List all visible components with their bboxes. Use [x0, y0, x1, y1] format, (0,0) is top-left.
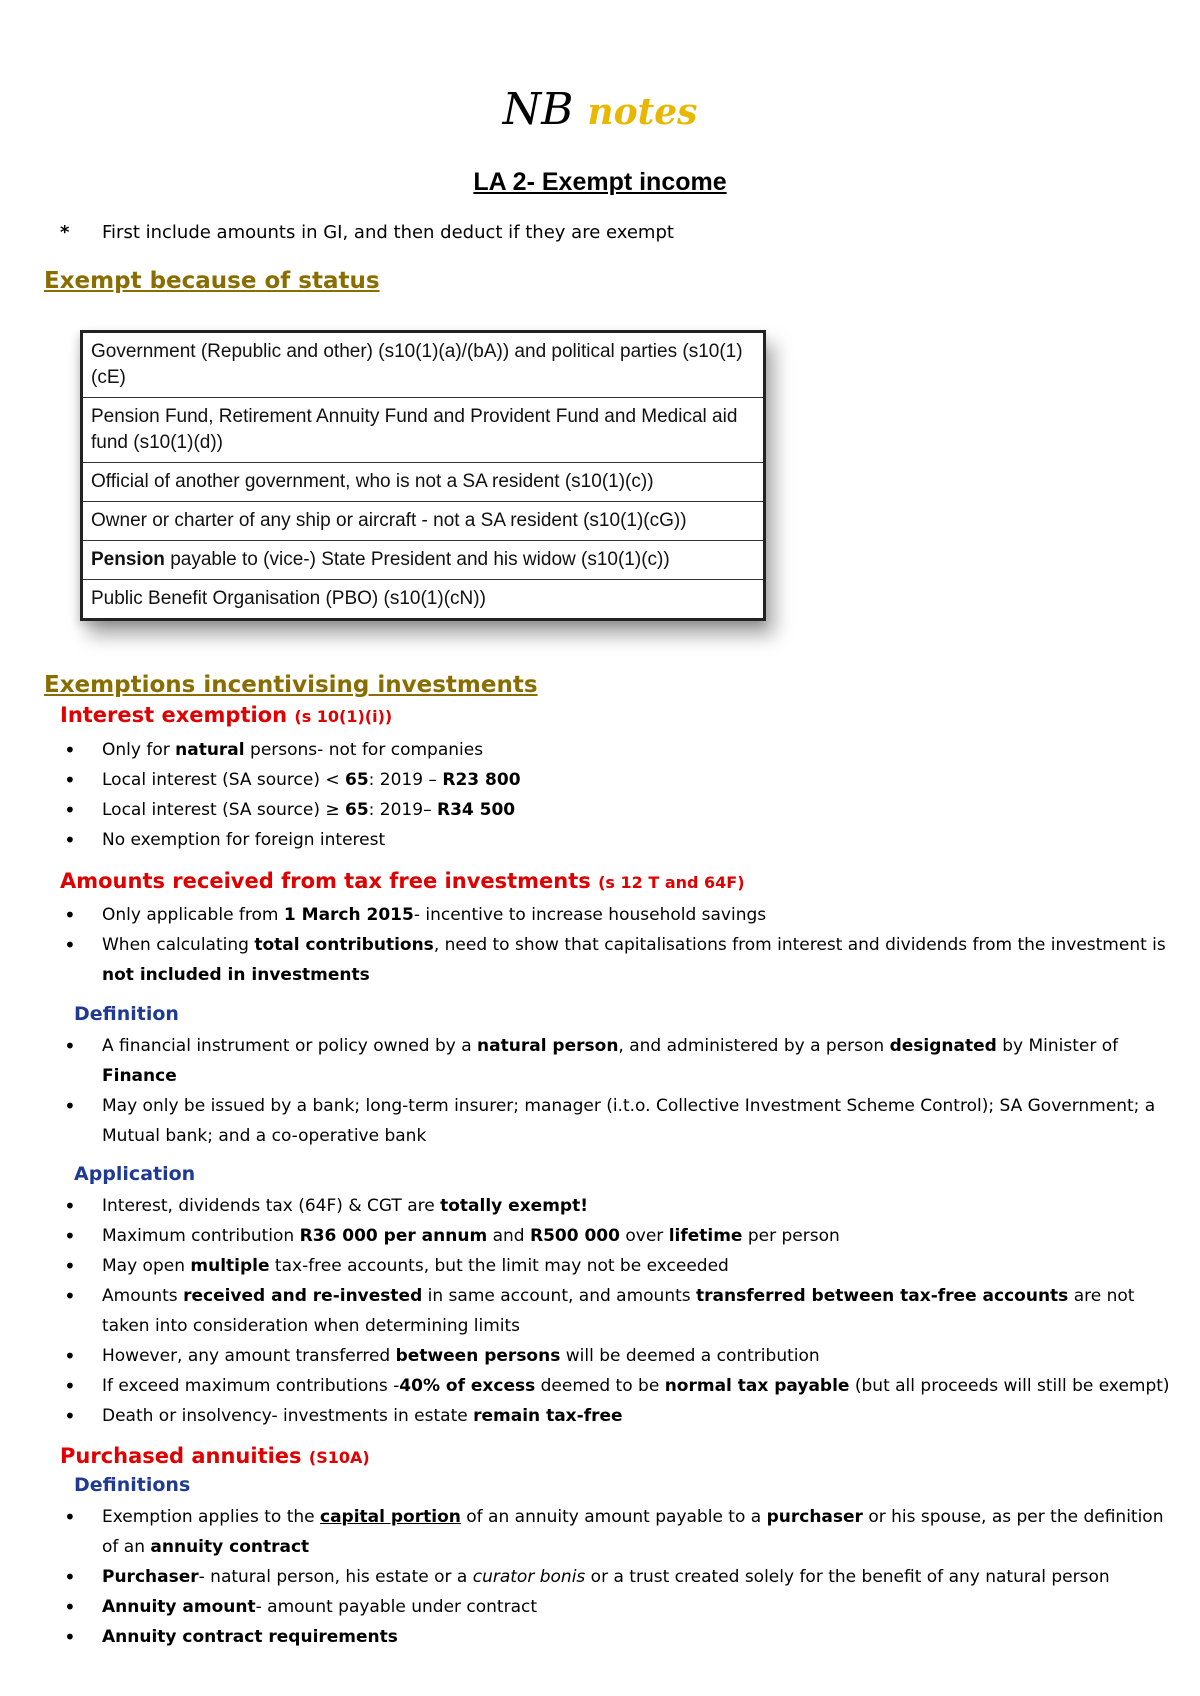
- interest-heading-text: Interest exemption: [60, 703, 288, 727]
- list-item: • Local interest (SA source) < 65: 2019 – R23 800: [60, 765, 1180, 795]
- definition-heading: Definition: [74, 1003, 179, 1025]
- annuities-definitions-heading: Definitions: [74, 1474, 191, 1496]
- list-item: • Purchaser- natural person, his estate or a curator bonis or a trust created solely for the benefit of any natural person: [60, 1562, 1180, 1592]
- table-cell: [82, 541, 765, 580]
- list-item: • May only be issued by a bank; long-term insurer; manager (i.t.o. Collective Investment Scheme Control); SA Government; a Mutual bank; and a co-operative bank: [60, 1091, 1180, 1151]
- tax-free-list: [60, 900, 1180, 990]
- status-table-wrapper: [80, 330, 766, 621]
- pension-row-text: payable to (vice-) State President and his widow (s10(1)(c)): [170, 549, 670, 570]
- table-cell: Public Benefit Organisation (PBO) (s10(1)(cN)): [82, 580, 765, 620]
- list-item: • Death or insolvency- investments in estate remain tax-free: [60, 1401, 1180, 1431]
- status-table: [80, 330, 766, 621]
- list-item: • Only applicable from 1 March 2015- incentive to increase household savings: [60, 900, 1180, 930]
- list-item: • Only for natural persons- not for companies: [60, 735, 1180, 765]
- application-list: [60, 1191, 1180, 1431]
- intro-bullet: [60, 222, 674, 243]
- table-cell: Owner or charter of any ship or aircraft - not a SA resident (s10(1)(cG)): [82, 502, 765, 541]
- interest-exemption-heading: [60, 703, 392, 727]
- list-item: • A financial instrument or policy owned by a natural person, and administered by a person designated by Minister of Finance: [60, 1031, 1180, 1091]
- table-row: [82, 463, 765, 502]
- list-item: • Exemption applies to the capital portion of an annuity amount payable to a purchaser or his spouse, as per the definition of an annuity contract: [60, 1502, 1180, 1562]
- list-item: • Annuity contract requirements: [60, 1622, 1180, 1652]
- table-row: [82, 332, 765, 398]
- tax-free-heading-text: Amounts received from tax free investments: [60, 869, 591, 893]
- interest-heading-ref: (s 10(1)(i)): [294, 707, 393, 726]
- list-item: • Local interest (SA source) ≥ 65: 2019– R34 500: [60, 795, 1180, 825]
- list-item: • Maximum contribution R36 000 per annum and R500 000 over lifetime per person: [60, 1221, 1180, 1251]
- notes-logo-title: [0, 84, 1200, 135]
- annuities-heading-ref: (S10A): [308, 1448, 370, 1467]
- list-item: • Interest, dividends tax (64F) & CGT are totally exempt!: [60, 1191, 1180, 1221]
- pension-bold-text: Pension: [91, 549, 165, 570]
- definition-list: [60, 1031, 1180, 1151]
- list-item: • May open multiple tax-free accounts, but the limit may not be exceeded: [60, 1251, 1180, 1281]
- table-row: [82, 541, 765, 580]
- tax-free-heading-ref: (s 12 T and 64F): [598, 873, 745, 892]
- list-item: • Amounts received and re-invested in same account, and amounts transferred between tax-free accounts are not taken into consideration when determining limits: [60, 1281, 1180, 1341]
- list-item: • No exemption for foreign interest: [60, 825, 1180, 855]
- status-heading: Exempt because of status: [44, 268, 380, 294]
- page-title: LA 2- Exempt income: [473, 168, 727, 196]
- table-cell: Pension Fund, Retirement Annuity Fund and Provident Fund and Medical aid fund (s10(1)(d)): [82, 398, 765, 463]
- star-bullet-icon: *: [60, 222, 70, 243]
- interest-list: [60, 735, 1180, 855]
- annuities-list: [60, 1502, 1180, 1652]
- annuities-heading: [60, 1444, 370, 1468]
- tax-free-heading: [60, 869, 745, 893]
- table-cell: Government (Republic and other) (s10(1)(a)/(bA)) and political parties (s10(1)(cE): [82, 332, 765, 398]
- notes-text: notes: [587, 91, 698, 133]
- table-row: [82, 580, 765, 620]
- table-row: [82, 398, 765, 463]
- application-heading: Application: [74, 1163, 196, 1185]
- intro-bullet-text: First include amounts in GI, and then deduct if they are exempt: [102, 222, 674, 243]
- list-item: • When calculating total contributions, need to show that capitalisations from interest and dividends from the investment is not included in investments: [60, 930, 1180, 990]
- table-row: [82, 502, 765, 541]
- list-item: • If exceed maximum contributions -40% of excess deemed to be normal tax payable (but all proceeds will still be exempt): [60, 1371, 1180, 1401]
- list-item: • However, any amount transferred between persons will be deemed a contribution: [60, 1341, 1180, 1371]
- annuities-heading-text: Purchased annuities: [60, 1444, 302, 1468]
- nb-text: NB: [502, 84, 574, 135]
- table-cell: Official of another government, who is not a SA resident (s10(1)(c)): [82, 463, 765, 502]
- investments-heading: Exemptions incentivising investments: [44, 672, 538, 698]
- list-item: • Annuity amount- amount payable under contract: [60, 1592, 1180, 1622]
